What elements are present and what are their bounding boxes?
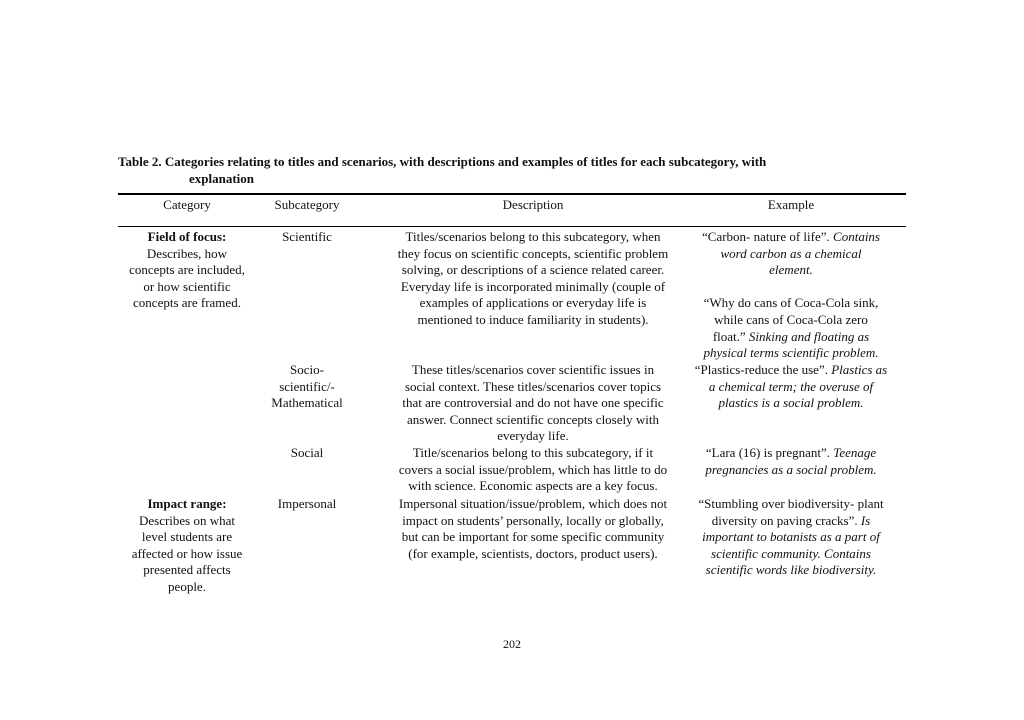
example-note: Is [860,512,871,528]
description-line: they focus on scientific concepts, scientific problem [397,245,669,261]
description-line: examples of applications or everyday life is [419,295,647,311]
subcategory-scientific: Scientific [282,229,332,244]
table-caption [118,154,908,187]
example-quote: “Why do cans of Coca-Cola sink, [703,295,879,311]
description-line: covers a social issue/problem, which has little to do [398,461,668,477]
example-scientific [676,229,906,362]
category-title: Impact range: [147,496,227,511]
example-note: scientific words like biodiversity. [705,562,877,578]
description-line: with science. Economic aspects are a key focus. [408,478,658,494]
category-desc-line: or how scientific [143,278,231,294]
example-quote: float.” [712,328,746,344]
example-quote: “Plastics-reduce the use”. [694,362,828,377]
category-field-of-focus [118,229,256,312]
example-quote: while cans of Coca-Cola zero [714,311,868,327]
category-desc-line: concepts are framed. [133,295,241,311]
header-description: Description [502,197,564,212]
subcategory-social: Social [290,445,324,460]
description-line: These titles/scenarios cover scientific issues in [411,362,655,377]
example-quote: diversity on paving cracks”. [711,512,858,528]
description-scientific [358,229,708,329]
category-desc-line: presented affects [143,562,231,578]
example-note: word carbon as a chemical [720,245,862,261]
category-desc-line: affected or how issue [131,545,243,561]
example-note: important to botanists as a part of [702,529,880,545]
example-note: Sinking and floating as [748,328,870,344]
description-line: that are controversial and do not have one specific [402,395,664,411]
caption-line-1: Table 2. Categories relating to titles and scenarios, with descriptions and examples of titles for each subcategory, with [118,154,767,169]
example-note: Plastics as [831,362,888,377]
example-note: scientific community. Contains [711,545,871,561]
subcategory-line: scientific/- [279,378,335,394]
description-line: Title/scenarios belong to this subcategory, if it [412,445,654,460]
example-quote: “Stumbling over biodiversity- plant [698,496,884,511]
table-header-rule [118,226,906,227]
description-line: answer. Connect scientific concepts closely with [407,411,659,427]
description-line: mentioned to induce familiarity in students). [417,311,649,327]
description-line: Everyday life is incorporated minimally (couple of [400,278,666,294]
description-line: social context. These titles/scenarios cover topics [404,378,662,394]
header-subcategory: Subcategory [274,197,340,212]
category-title: Field of focus: [147,229,227,244]
description-line: impact on students’ personally, locally or globally, [402,512,664,528]
description-line: (for example, scientists, doctors, product users). [408,545,658,561]
example-note: physical terms scientific problem. [703,345,879,361]
subcategory-socio-scientific [260,362,354,412]
example-social [676,445,906,478]
example-impersonal [676,496,906,579]
header-category: Category [163,197,211,212]
example-note: a chemical term; the overuse of [708,378,874,394]
description-line: everyday life. [497,428,569,444]
description-line: but can be important for some specific community [401,529,665,545]
description-line: Impersonal situation/issue/problem, which does not [398,496,668,511]
caption-line-2: explanation [189,170,255,186]
example-note: pregnancies as a social problem. [705,461,877,477]
category-desc-line: Describes, how [146,245,228,261]
subcategory-line: Socio- [290,362,324,377]
description-social [358,445,708,495]
description-line: solving, or descriptions of a science related career. [401,262,665,278]
description-socio-scientific [358,362,708,445]
page-number: 202 [503,637,521,651]
example-note: Contains [833,229,880,244]
table-top-rule [118,193,906,195]
example-note: Teenage [833,445,877,460]
example-note: plastics is a social problem. [718,395,864,411]
subcategory-impersonal: Impersonal [277,496,337,511]
category-impact-range [118,496,256,596]
category-desc-line: level students are [141,529,233,545]
category-desc-line: people. [168,578,206,594]
description-impersonal [358,496,708,562]
description-line: Titles/scenarios belong to this subcategory, when [405,229,661,244]
header-example: Example [767,197,815,212]
example-quote: “Lara (16) is pregnant”. [705,445,831,460]
example-quote: “Carbon- nature of life”. [702,229,830,244]
category-desc-line: concepts are included, [129,262,245,278]
example-note: element. [769,262,813,278]
category-desc-line: Describes on what [138,512,236,528]
subcategory-line: Mathematical [271,395,343,411]
example-socio-scientific [676,362,906,412]
